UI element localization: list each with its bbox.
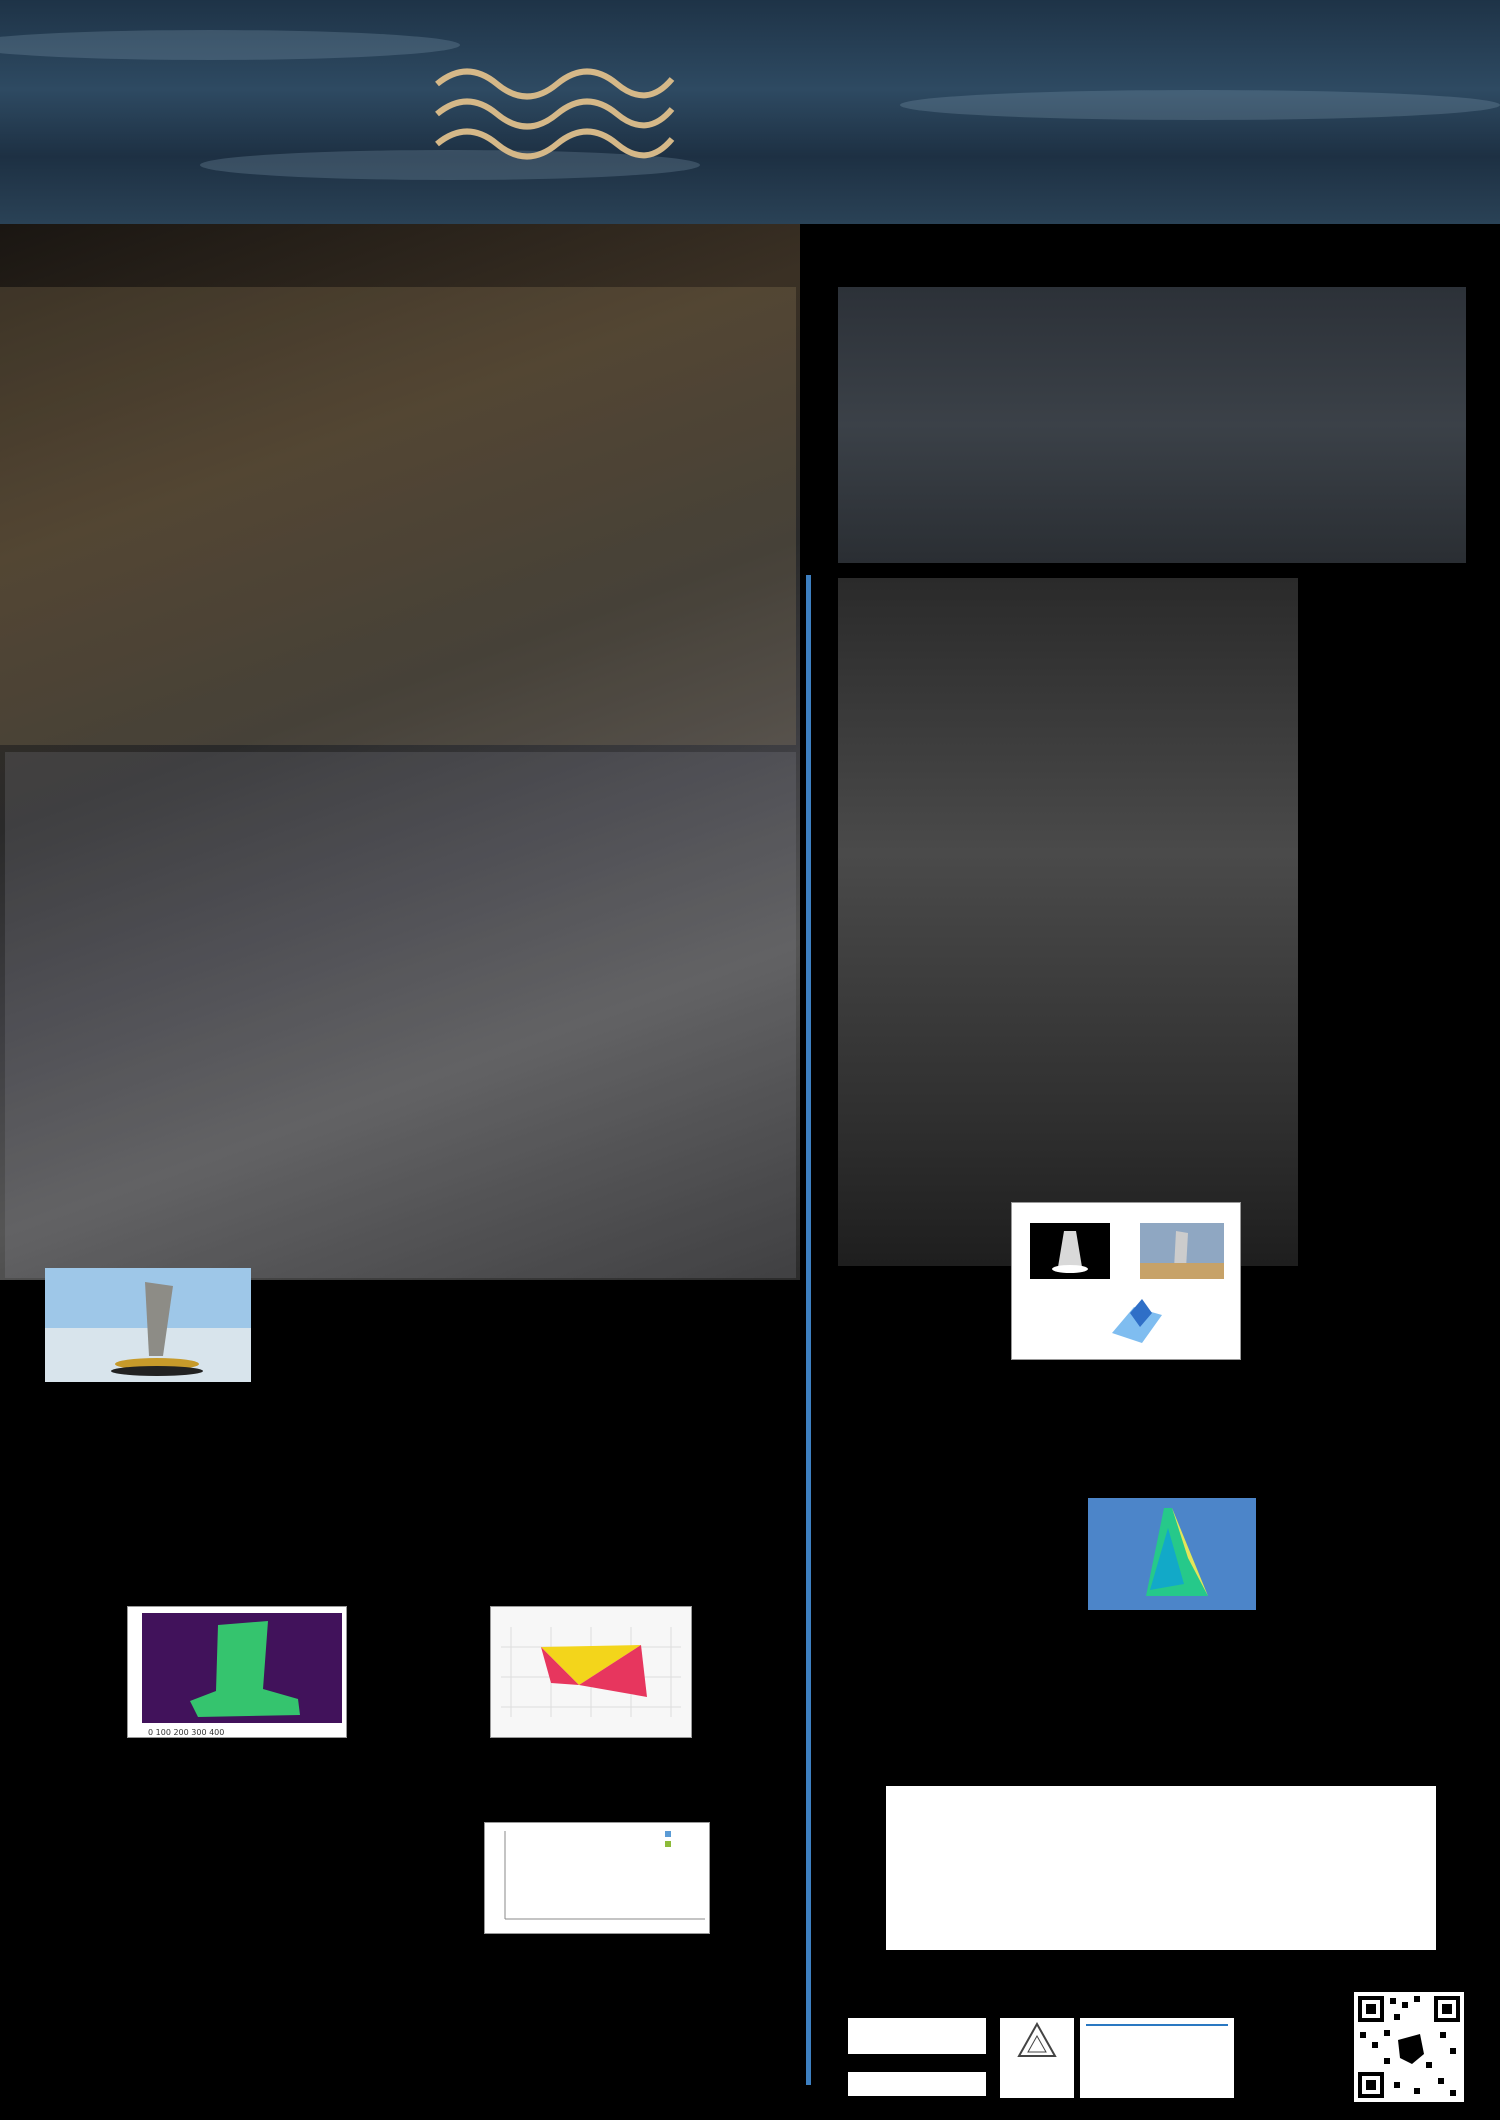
- legend-gpu-swatch: [665, 1841, 671, 1847]
- coupling-section: [840, 1404, 1440, 1410]
- svg-text:0 100 200 300 400: 0 100 200 300 400: [148, 1728, 225, 1737]
- physics-simulation-image: [1088, 1498, 1256, 1610]
- sales-table-container: [886, 1786, 1436, 1950]
- figure3-triangle-mesh: [490, 1606, 692, 1738]
- header-banner: [0, 0, 1500, 224]
- racing-yacht-photo: [838, 287, 1466, 563]
- onera-logo[interactable]: [848, 2018, 986, 2054]
- legend-cpu-swatch: [665, 1831, 671, 1837]
- technology-text: [33, 826, 791, 852]
- stereolabs-logo[interactable]: [848, 2072, 986, 2096]
- waves-logo-icon: [432, 54, 682, 164]
- sailboat-bw-photo: [838, 578, 1298, 1266]
- figure2-depth-texture: [127, 1606, 347, 1738]
- iogs-logo[interactable]: [1080, 2018, 1234, 2098]
- triangle-logo-icon: [1017, 2022, 1057, 2058]
- figure6-3d-model: [1011, 1202, 1241, 1360]
- ponts-logo[interactable]: [1000, 2018, 1074, 2098]
- vision-text: [26, 308, 784, 322]
- infrared-section: [836, 580, 1472, 590]
- python-section: [36, 1400, 780, 1406]
- figure1-boat-scene: [45, 1268, 251, 1382]
- iogs-line3: [1086, 2024, 1228, 2026]
- figure4-performance-chart: [484, 1822, 710, 1934]
- vision-panel: [0, 287, 796, 745]
- column-divider: [806, 575, 811, 2085]
- linkedin-qr-code[interactable]: [1354, 1992, 1464, 2102]
